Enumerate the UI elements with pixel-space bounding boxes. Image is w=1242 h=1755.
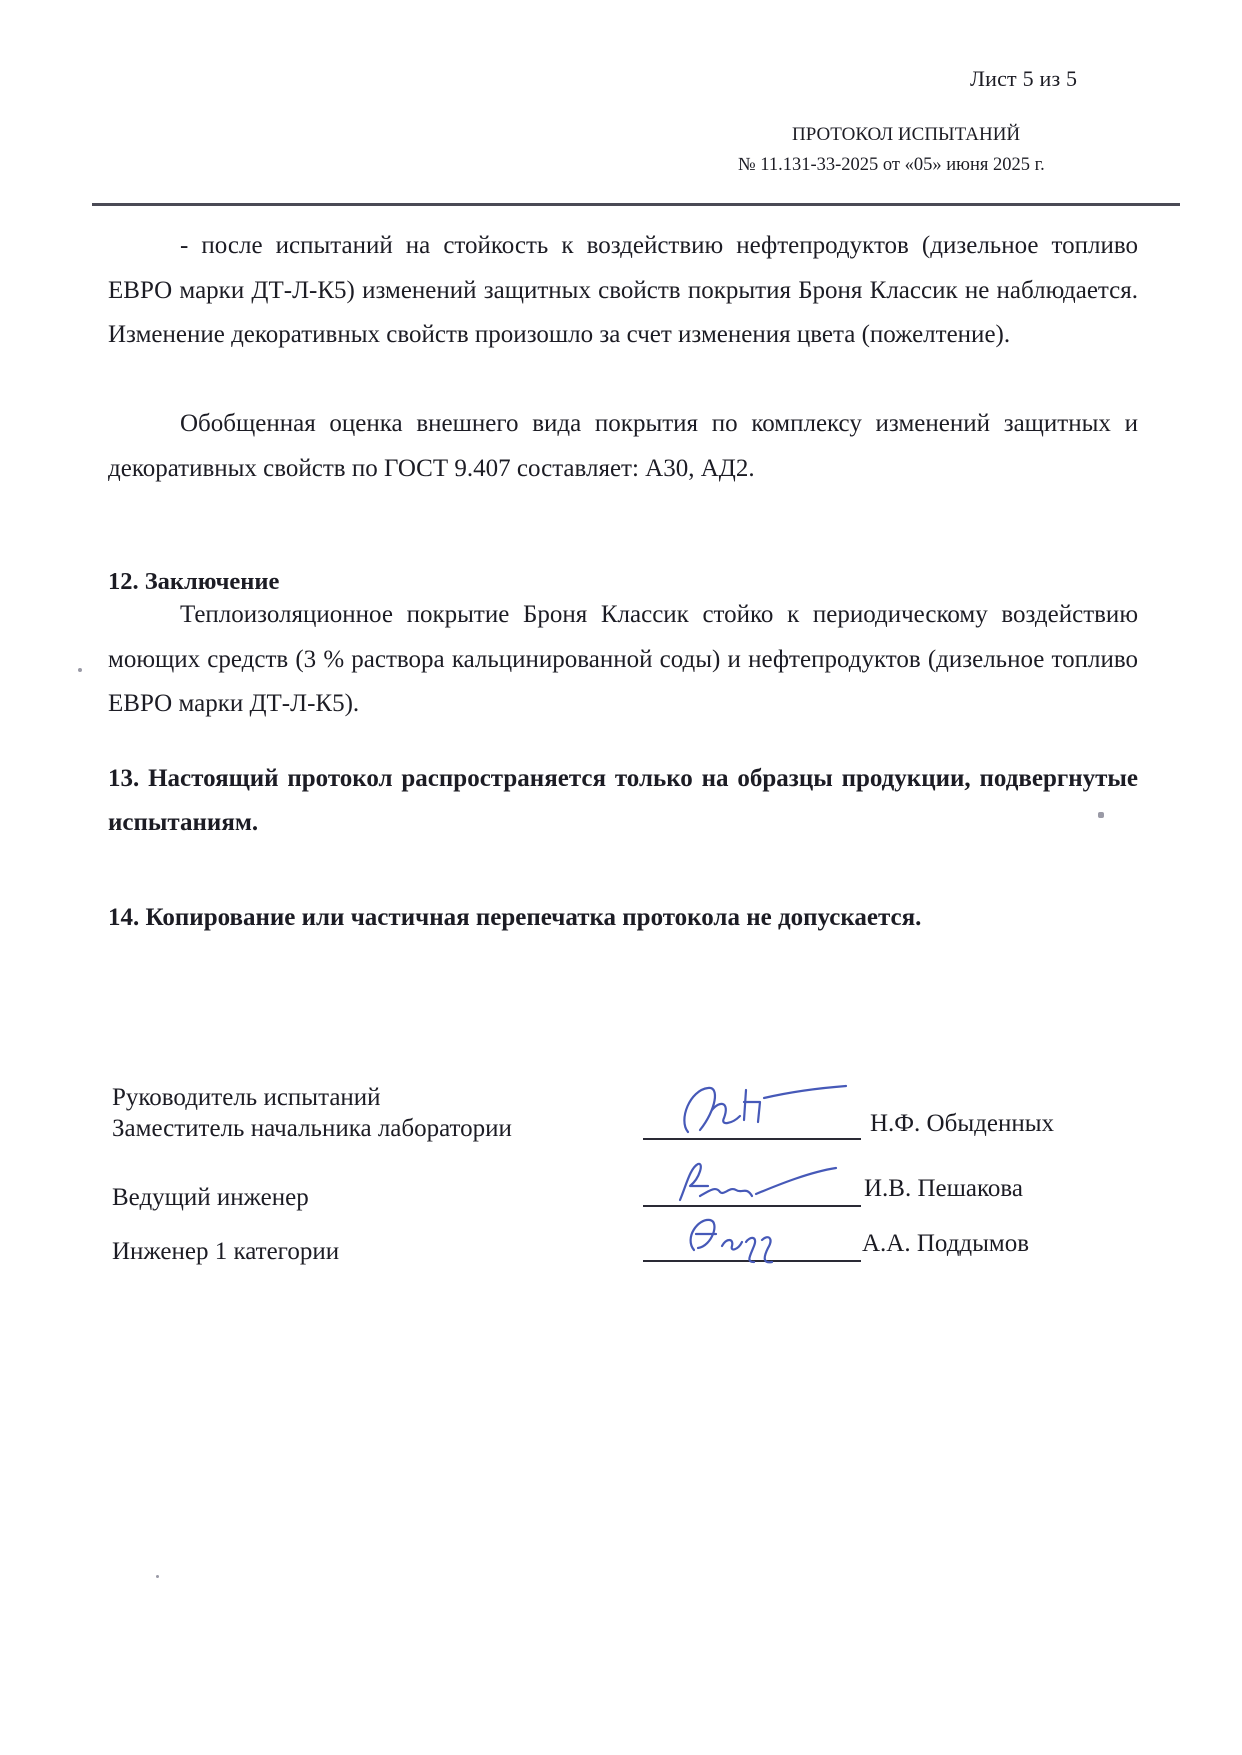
- scan-speck: [1098, 812, 1104, 818]
- signatory-2-name: И.В. Пешакова: [864, 1175, 1023, 1202]
- header-divider: [92, 203, 1180, 206]
- section-14-text: 14. Копирование или частичная перепечатка протокола не допускается.: [108, 904, 922, 931]
- signatory-1-role-line1: Руководитель испытаний: [112, 1084, 381, 1111]
- paragraph-oil-test: - после испытаний на стойкость к воздействию нефтепродуктов (дизельное топливо ЕВРО марки ДТ-Л-К5) изменений защитных свойств покрытия Броня Классик не наблюдается. Изменение декоративных свойств произошло за счет изменения цвета (пожелтение).: [108, 232, 1138, 348]
- section-12-heading: 12. Заключение: [108, 568, 280, 595]
- scan-speck: [156, 1575, 159, 1578]
- section-13-text: 13. Настоящий протокол распространяется только на образцы продукции, подвергнутые испытаниям.: [108, 765, 1138, 836]
- signatory-3-role: Инженер 1 категории: [112, 1238, 340, 1265]
- section-12-text: Теплоизоляционное покрытие Броня Классик стойко к периодическому воздействию моющих средств (3 % раствора кальцинированной соды) и нефтепродуктов (дизельное топливо ЕВРО марки ДТ-Л-К5).: [108, 601, 1138, 717]
- sheet-number: Лист 5 из 5: [970, 66, 1078, 91]
- signatory-1-role-line2: Заместитель начальника лаборатории: [112, 1115, 512, 1142]
- protocol-number: № 11.131-33-2025 от «05» июня 2025 г.: [738, 155, 1045, 175]
- signature-1-handwritten: [660, 1080, 850, 1140]
- signatory-2-role: Ведущий инженер: [112, 1184, 309, 1211]
- signatory-1-name: Н.Ф. Обыденных: [870, 1110, 1054, 1137]
- signature-3-handwritten: [676, 1210, 796, 1266]
- paragraph-summary: Обобщенная оценка внешнего вида покрытия по комплексу изменений защитных и декоративных свойств по ГОСТ 9.407 составляет: А30, АД2.: [108, 410, 1138, 482]
- protocol-title: ПРОТОКОЛ ИСПЫТАНИЙ: [792, 124, 1021, 145]
- signatory-3-name: А.А. Поддымов: [862, 1230, 1030, 1257]
- scan-speck: [78, 668, 82, 672]
- signature-2-handwritten: [660, 1156, 840, 1206]
